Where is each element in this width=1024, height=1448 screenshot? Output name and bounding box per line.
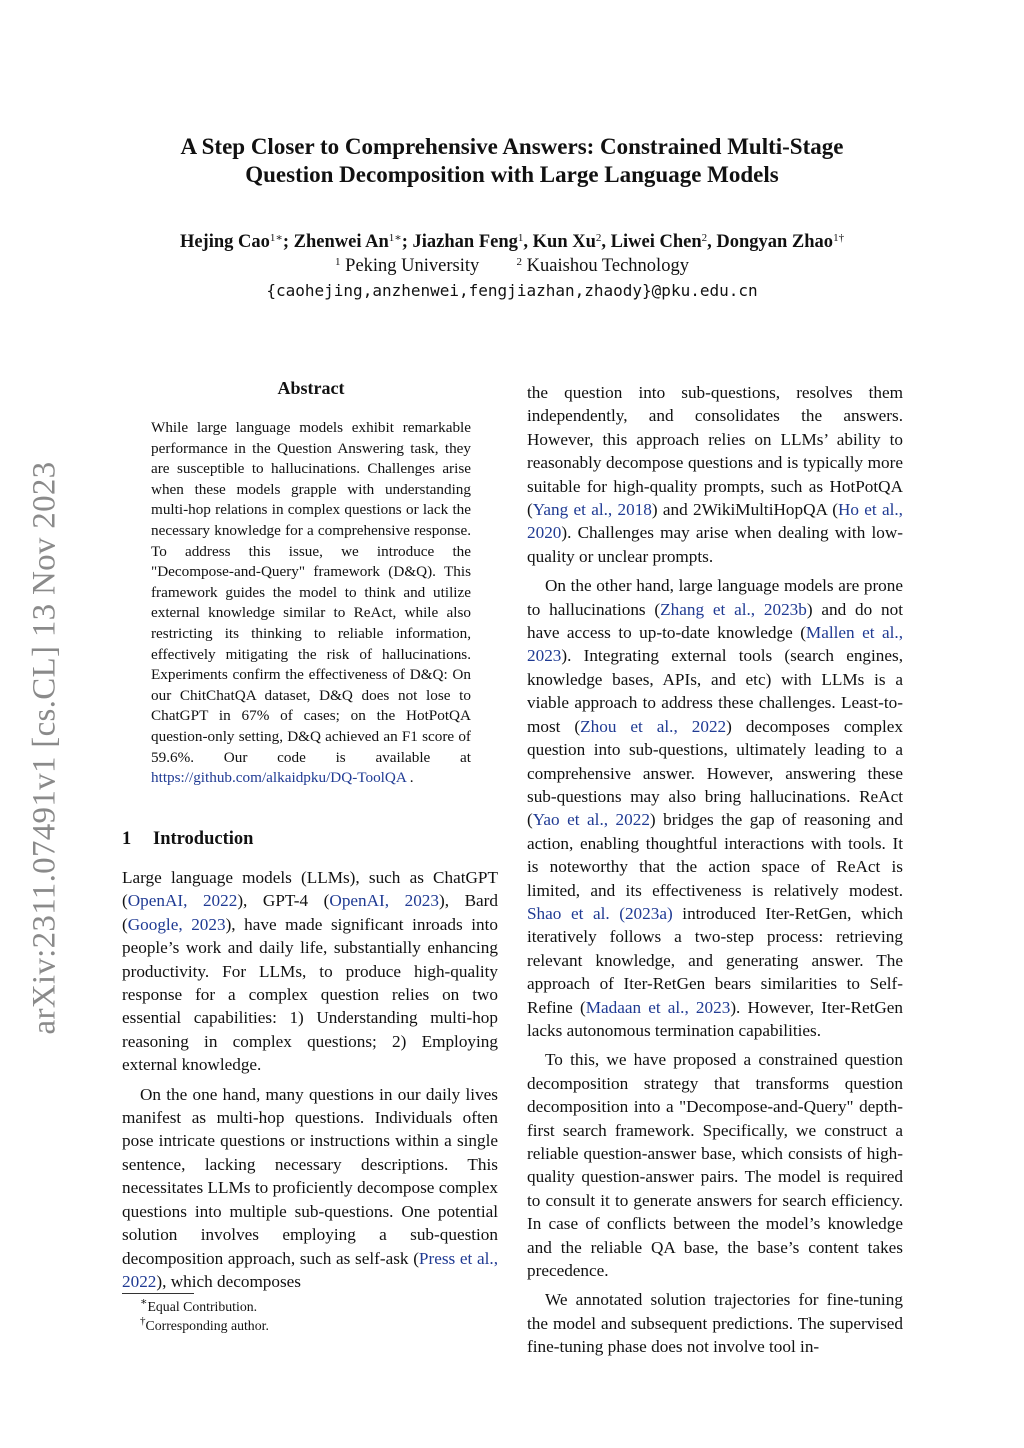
citation-link[interactable]: Google, 2023 (127, 914, 226, 934)
author-emails: {caohejing,anzhenwei,fengjiazhan,zhaody}@pku.edu.cn (266, 281, 758, 300)
paragraph-text: ), have made significant inroads into people’s work and daily life, substantially enhancing productivity. For LLMs, to produce high-quality response for a complex question relies on two essential capabilities: 1) Understanding multi-hop reasoning in complex questions; 2) Employing external knowledge. (122, 914, 498, 1075)
paragraph-text: ), which decomposes (156, 1271, 302, 1291)
affiliation-sup: 1 (335, 256, 341, 268)
author-separator: ; (401, 232, 413, 252)
paragraph (122, 1083, 498, 1294)
paragraph-text: ). However, Iter-RetGen lacks autonomous termination capabilities. (527, 997, 903, 1040)
author-name: Dongyan Zhao (716, 232, 834, 252)
citation-link[interactable]: Mallen et al., 2023 (527, 623, 903, 666)
author-name: Zhenwei An (293, 232, 389, 252)
citation-link[interactable]: Shao et al. (2023a) (527, 903, 673, 923)
author-affiliation-sup: 2 (701, 232, 708, 244)
citation-link[interactable]: Zhang et al., 2023b (660, 599, 807, 619)
paragraph (527, 574, 903, 1042)
title-line-2: Question Decomposition with Large Language Models (245, 162, 779, 187)
paragraph (527, 1048, 903, 1282)
author-separator: ; (282, 232, 294, 252)
author-affiliation-sup: 1∗ (269, 232, 283, 244)
right-column (527, 381, 903, 1365)
citation-link[interactable]: Yang et al., 2018 (532, 500, 652, 520)
paragraph-text: ) and do not have access to up-to-date knowledge ( (527, 599, 903, 643)
citation-link[interactable]: Ho et al., 2020 (527, 500, 903, 543)
footnote (140, 1297, 500, 1316)
abstract-end: . (406, 769, 414, 787)
paragraph (527, 381, 903, 568)
paragraph-text: On the one hand, many questions in our daily lives manifest as multi-hop questions. Individuals often pose intricate questions or instructions within a single sentence, lacking necessary descriptions. This necessitates LLMs to proficiently decompose complex questions into multiple sub-questions. One potential solution involves employing a sub-question decomposition approach, such as self-ask ( (122, 1084, 498, 1268)
paragraph-text: ) bridges the gap of reasoning and action, enabling thoughtful interactions with tools. It is noteworthy that the action space of ReAct is limited, and its effectiveness is relatively modest. (527, 810, 903, 900)
code-link[interactable]: https://github.com/alkaidpku/DQ-ToolQA (151, 769, 406, 787)
affiliation-name: Kuaishou Technology (526, 256, 689, 276)
citation-link[interactable]: OpenAI, 2023 (329, 891, 439, 911)
footnote-text: Corresponding author. (145, 1318, 269, 1333)
paragraph-text: Large language models (LLMs), such as ChatGPT ( (122, 868, 498, 911)
footnote-mark: ∗ (140, 1296, 148, 1308)
citation-link[interactable]: Press et al., 2022 (122, 1248, 498, 1291)
abstract-body (151, 418, 471, 789)
arxiv-id-text: arXiv:2311.07491v1 [cs.CL] 13 Nov 2023 (26, 461, 63, 1035)
citation-link[interactable]: OpenAI, 2022 (127, 891, 238, 911)
footnote (140, 1316, 500, 1335)
author-affiliation-sup: 1† (833, 232, 845, 244)
affiliation-name: Peking University (345, 256, 480, 276)
affiliations (100, 254, 924, 278)
footnote-divider (122, 1293, 194, 1294)
author-separator: , (601, 232, 611, 252)
paragraph (122, 866, 498, 1077)
paragraph-text: ) and 2WikiMultiHopQA ( (651, 500, 838, 520)
author-affiliation-sup: 2 (595, 232, 602, 244)
author-name: Jiazhan Feng (412, 232, 518, 252)
title-line-1: A Step Closer to Comprehensive Answers: Constrained Multi-Stage (180, 134, 844, 159)
author-separator: , (523, 232, 533, 252)
paragraph (527, 1288, 903, 1358)
abstract-heading: Abstract (277, 378, 345, 398)
footnotes (140, 1297, 500, 1335)
section-number: 1 (122, 829, 132, 849)
author-separator: , (707, 232, 717, 252)
paragraph-text: ) decomposes complex question into sub-questions, ultimately leading to a comprehensive answer. However, answering these sub-questions may also bring hallucinations. ReAct ( (527, 716, 904, 830)
paragraph-text: ). Challenges may arise when dealing with low-quality or unclear prompts. (527, 523, 903, 566)
abstract-text: While large language models exhibit remarkable performance in the Question Answering task, they are susceptible to hallucinations. Challenges arise when these models grapple with understanding multi-hop relations in complex questions or lack the necessary knowledge for a comprehensive response. To address this issue, we introduce the "Decompose-and-Query" framework (D&Q). This framework guides the model to think and utilize external knowledge similar to ReAct, while also restricting its thinking to reliable information, effectively mitigating the risk of hallucinations. Experiments confirm the effectiveness of D&Q: On our ChitChatQA dataset, D&Q does not lose to ChatGPT in 67% of cases; on the HotPotQA question-only setting, D&Q achieved an F1 score of 59.6%. Our code is available at (151, 419, 471, 766)
arxiv-side-stamp (20, 448, 70, 1048)
section-heading-introduction (122, 829, 502, 850)
paragraph-text: ). Integrating external tools (search engines, knowledge bases, APIs, and etc) with LLMs is a viable approach to address these challenges. Least-to-most ( (527, 646, 903, 736)
author-name: Kun Xu (532, 232, 596, 252)
left-column (122, 866, 498, 1299)
author-affiliation-sup: 1 (517, 232, 524, 244)
affiliation-sup: 2 (516, 256, 523, 268)
author-name: Hejing Cao (179, 232, 270, 252)
footnote-text: Equal Contribution. (147, 1299, 258, 1314)
author-list (100, 230, 924, 254)
footnote-mark: † (140, 1315, 146, 1327)
citation-link[interactable]: Yao et al., 2022 (532, 810, 650, 830)
section-title: Introduction (153, 829, 254, 849)
citation-link[interactable]: Zhou et al., 2022 (580, 716, 727, 736)
paragraph-text: ), GPT-4 ( (237, 891, 330, 911)
author-affiliation-sup: 1∗ (388, 232, 402, 244)
author-name: Liwei Chen (610, 232, 702, 252)
paragraph-text: ), Bard ( (122, 891, 498, 934)
paragraph-text: To this, we have proposed a constrained question decomposition strategy that transforms question decomposition into a "Decompose-and-Query" depth-first search framework. Specifically, we construct a reliable question-answer base, which consists of high-quality question-answer pairs. The model is required to consult it to generate answers for search efficiency. In case of conflicts between the model’s knowledge and the reliable QA base, the base’s content takes precedence. (527, 1050, 903, 1281)
paragraph-text: We annotated solution trajectories for fine-tuning the model and subsequent predictions. The supervised fine-tuning phase does not involve tool in- (527, 1290, 903, 1357)
paragraph-text: introduced Iter-RetGen, which iteratively follows a two-step process: retrieving relevant knowledge, and generating answer. The approach of Iter-RetGen bears similarities to Self-Refine ( (527, 903, 903, 1017)
paper-title (100, 133, 924, 189)
paragraph-text: On the other hand, large language models are prone to hallucinations ( (527, 576, 903, 619)
citation-link[interactable]: Madaan et al., 2023 (585, 997, 731, 1017)
paragraph-text: the question into sub-questions, resolves them independently, and consolidates the answers. However, this approach relies on LLMs’ ability to reasonably decompose questions and is typically more suitable for high-quality prompts, such as HotPotQA ( (527, 383, 903, 520)
